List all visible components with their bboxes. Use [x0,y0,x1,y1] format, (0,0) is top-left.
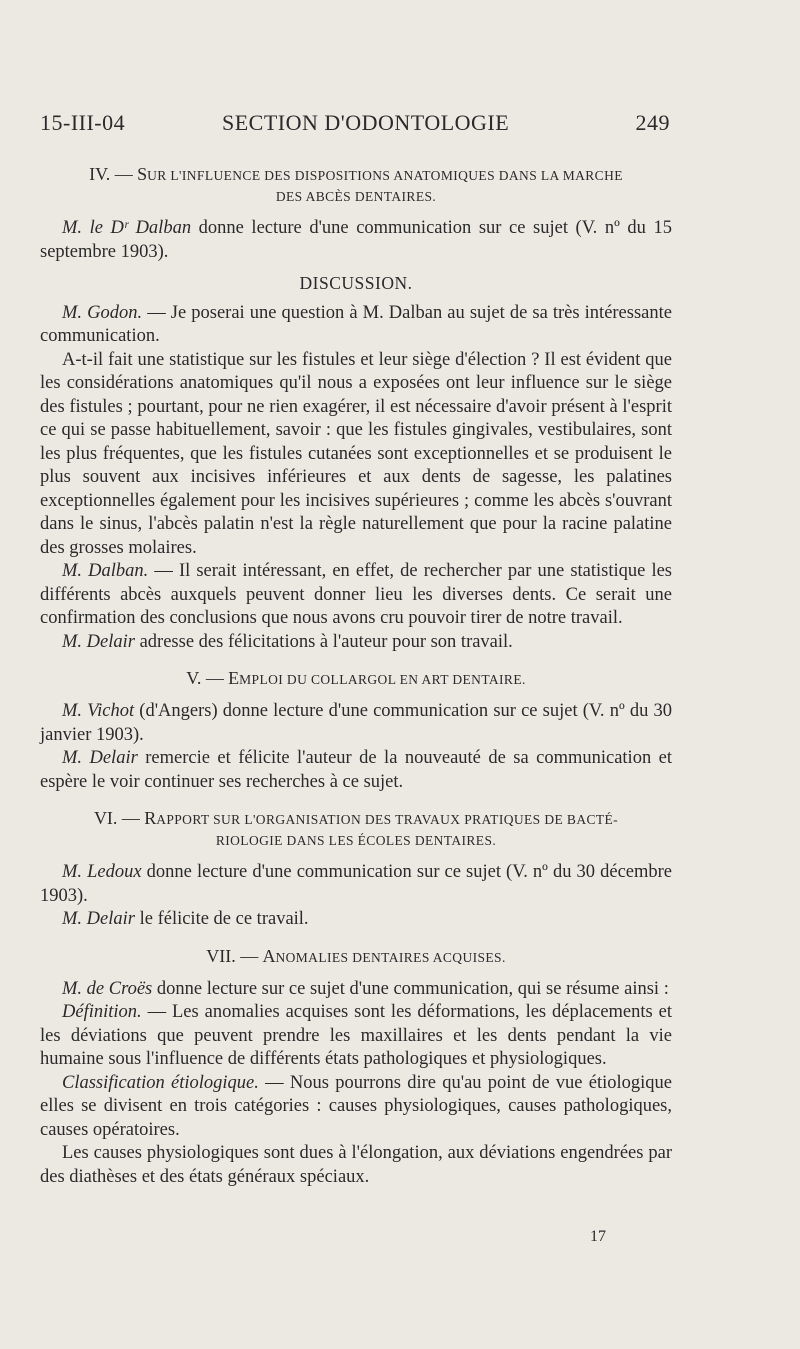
page-body [40,164,672,1189]
signature-mark: 17 [590,1228,606,1245]
discussion-heading: DISCUSSION. [299,273,413,293]
paragraph: M. Vichot (d'Angers) donne lecture d'une communication sur ce sujet (V. nº du 30 janvier 1903). [40,701,672,745]
paragraph: M. Delair le félicite de ce travail. [62,909,309,929]
paragraph: Les causes physiologiques sont dues à l'élongation, aux déviations engendrées par des diathèses et des états généraux spéciaux. [40,1143,672,1187]
paragraph: A-t-il fait une statistique sur les fistules et leur siège d'élection ? Il est évident que les considérations anatomiques qu'il nous a exposées ont leur influence sur le siège des fistules ; pourtant, pour ne rien exagérer, il est nécessaire d'avoir présent à l'esprit ce qui se passe habituellement, savoir : que les fistules gingivales, vestibulaires, sont les plus fréquentes, que les fistules cutanées sont exceptionnelles et se produisent le plus souvent aux incisives inférieures et aux dents de sagesse, les palatines exceptionnelles également pour les incisives supérieures ; comme les abcès s'ouvrant dans le sinus, l'abcès palatin n'est la règle naturellement que pour la racine palatine des grosses molaires. [40,349,672,558]
header-date: 15-III-04 [40,110,126,135]
section-heading-iv: IV. — SUR L'INFLUENCE DES DISPOSITIONS ANATOMIQUES DANS LA MARCHE DES ABCÈS DENTAIRES. [89,164,623,204]
paragraph: M. Godon. — Je poserai une question à M. Dalban au sujet de sa très intéressante communication. [40,302,672,346]
section-heading-vi: VI. — RAPPORT SUR L'ORGANISATION DES TRAVAUX PRATIQUES DE BACTÉ- RIOLOGIE DANS LES ÉCOLES DENTAIRES. [93,808,619,848]
paragraph: Définition. — Les anomalies acquises sont les déformations, les déplacements et les déviations que peuvent prendre les maxillaires et les dents pendant la vie humaine sous l'influence de différents états pathologiques et physiologiques. [40,1002,672,1069]
paragraph: M. de Croës donne lecture sur ce sujet d'une communication, qui se résume ainsi : [62,978,669,999]
paragraph: M. Ledoux donne lecture d'une communication sur ce sujet (V. nº du 30 décembre 1903). [40,862,673,906]
paragraph: Classification étiologique. — Nous pourrons dire qu'au point de vue étiologique elles se divisent en trois catégories : causes physiologiques, causes pathologiques, causes opératoires. [40,1072,672,1140]
paragraph: M. Delair remercie et félicite l'auteur de la nouveauté de sa communication et espère le voir continuer ses recherches à ce sujet. [40,748,672,792]
page-number: 249 [635,110,670,135]
section-heading-vii: VII. — ANOMALIES DENTAIRES ACQUISES. [206,945,506,966]
section-heading-v: V. — EMPLOI DU COLLARGOL EN ART DENTAIRE. [186,668,526,688]
paragraph: M. Dalban. — Il serait intéressant, en effet, de rechercher par une statistique les différents abcès auxquels peuvent donner lieu les diverses dents. Ce serait une confirmation des conclusions que nous avons cru pouvoir tirer de notre travail. [40,561,673,628]
header-title: SECTION D'ODONTOLOGIE [222,110,510,135]
paragraph: M. Delair adresse des félicitations à l'auteur pour son travail. [62,631,513,652]
paragraph: M. le Dʳ Dalban donne lecture d'une communication sur ce sujet (V. nº du 15 septembre 1903). [40,218,672,262]
